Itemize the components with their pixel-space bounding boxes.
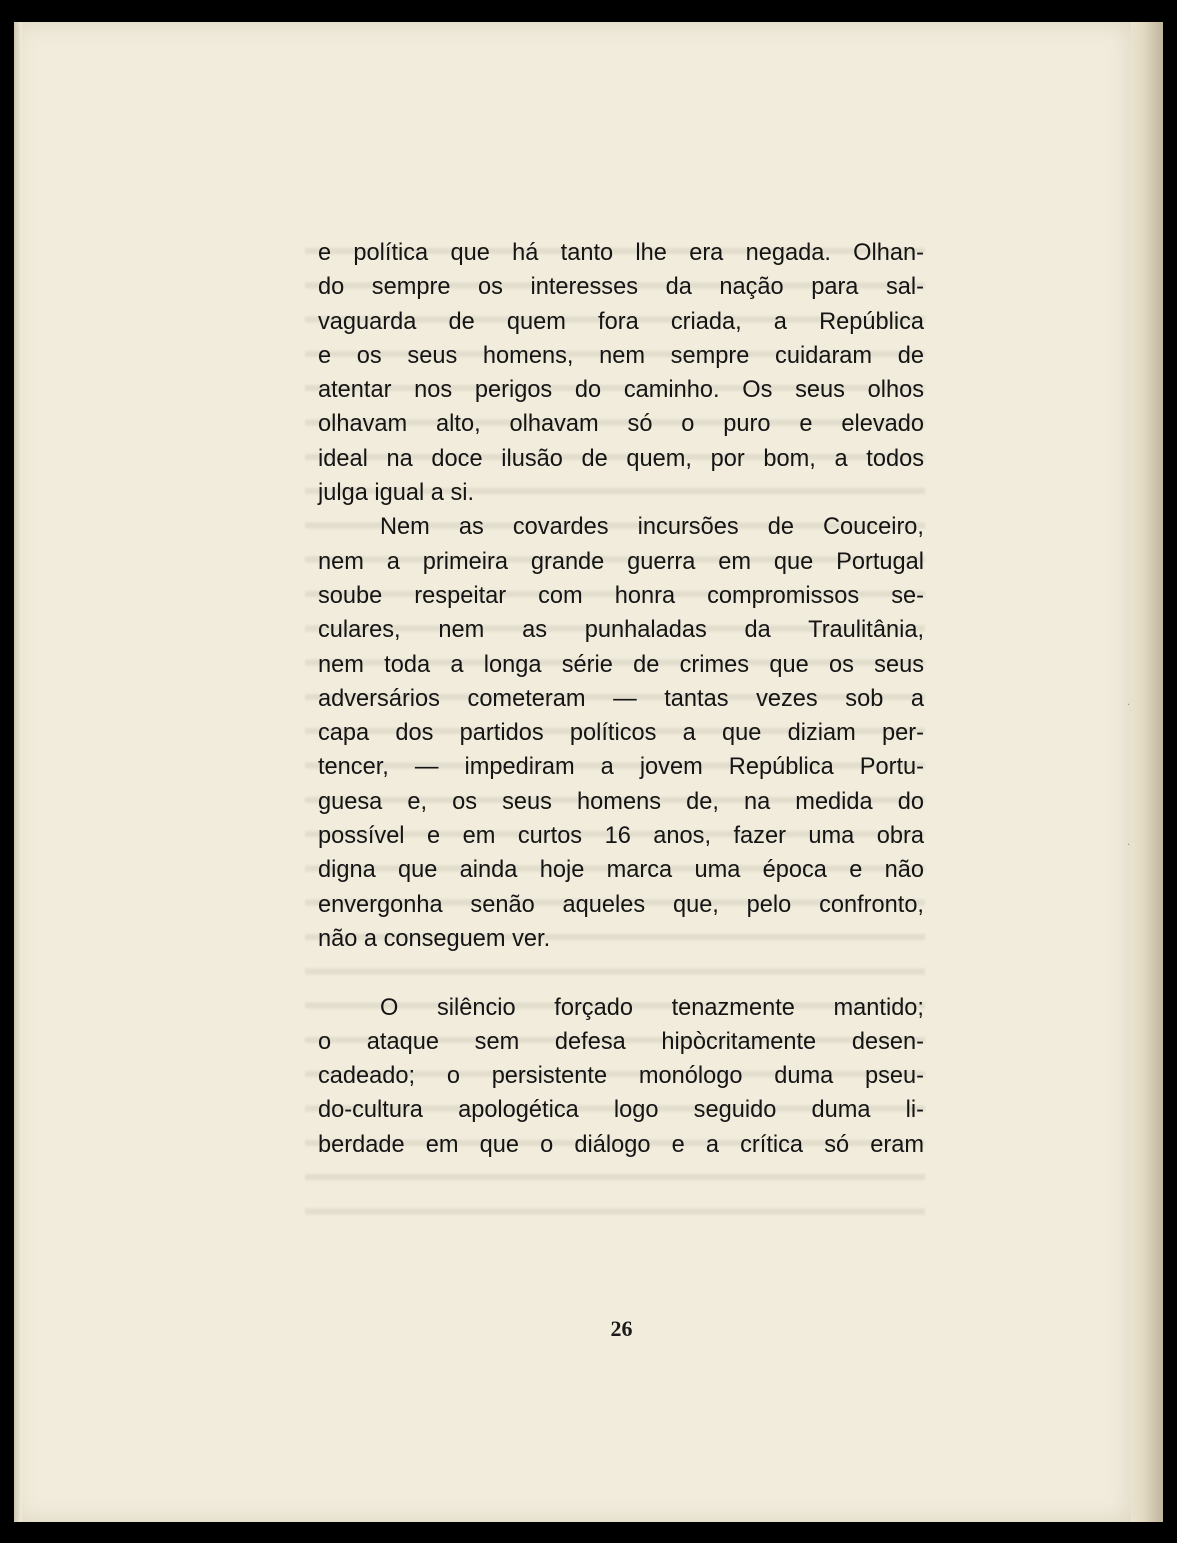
text-line: não a conseguem ver. <box>318 925 551 952</box>
paragraph-first-line: O silêncio forçado tenazmente mantido; <box>380 994 924 1021</box>
text-line: guesa e, os seus homens de, na medida do <box>318 788 924 815</box>
paragraph-first-line: Nem as covardes incursões de Couceiro, <box>380 514 924 541</box>
text-line: capa dos partidos políticos a que diziam per- <box>318 720 924 747</box>
text-line: possível e em curtos 16 anos, fazer uma obra <box>318 823 924 850</box>
text-line: e política que há tanto lhe era negada. Olhan- <box>318 240 924 266</box>
text-line: nem toda a longa série de crimes que os seus <box>318 651 924 678</box>
text-line: o ataque sem defesa hipòcritamente desen- <box>318 1028 924 1055</box>
paragraph-spacer <box>318 956 924 990</box>
text-line: olhavam alto, olhavam só o puro e elevado <box>318 411 924 438</box>
text-line: vaguarda de quem fora criada, a República <box>318 308 924 335</box>
text-line: adversários cometeram — tantas vezes sob a <box>318 685 924 712</box>
text-line: nem a primeira grande guerra em que Portugal <box>318 548 924 575</box>
text-line: digna que ainda hoje marca uma época e não <box>318 857 924 884</box>
page-gutter-shadow <box>14 22 22 1522</box>
text-line: do-cultura apologética logo seguido duma li- <box>318 1097 924 1124</box>
text-line: atentar nos perigos do caminho. Os seus olhos <box>318 377 924 404</box>
margin-speck: · <box>1127 840 1131 851</box>
page-edge <box>1131 22 1163 1522</box>
text-line: julga igual a si. <box>318 480 475 507</box>
text-line: culares, nem as punhaladas da Traulitânia, <box>318 617 924 644</box>
text-line: do sempre os interesses da nação para sal- <box>318 274 924 301</box>
page-number: 26 <box>610 1316 633 1341</box>
margin-speck: · <box>1127 700 1131 711</box>
body-text <box>318 236 924 1162</box>
text-line: berdade em que o diálogo e a crítica só eram <box>318 1131 924 1158</box>
text-line: ideal na doce ilusão de quem, por bom, a todos <box>318 445 924 472</box>
text-line: cadeado; o persistente monólogo duma pseu- <box>318 1063 924 1090</box>
text-line: soube respeitar com honra compromissos se- <box>318 582 924 609</box>
text-line: e os seus homens, nem sempre cuidaram de <box>318 342 924 369</box>
text-line: envergonha senão aqueles que, pelo confronto, <box>318 891 924 918</box>
text-line: tencer, — impediram a jovem República Portu- <box>318 754 924 781</box>
